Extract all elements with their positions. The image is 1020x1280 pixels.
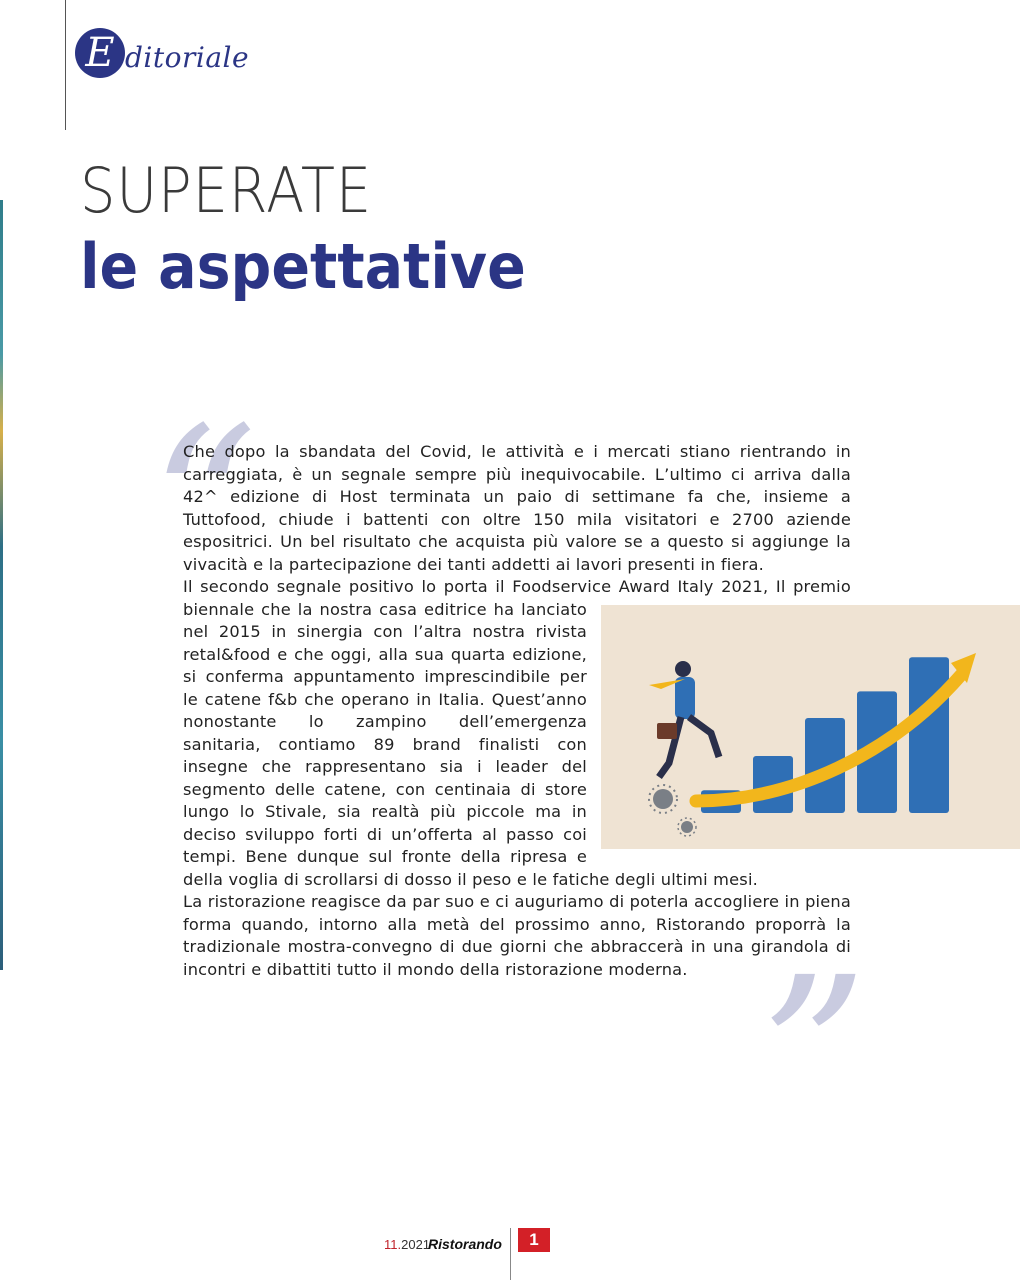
page-number: 1	[518, 1228, 550, 1252]
article-paragraph-1: Che dopo la sbandata del Covid, le attività e i mercati stiano rientrando in carreggiata, è un segnale sempre più inequivocabile. L’ultimo ci arriva dalla 42^ edizione di Host terminata un paio di settimane fa che, insieme a Tuttofood, chiude i battenti con oltre 150 mila visitatori e 2700 aziende espositrici. Un bel risultato che acquista più valore se a questo si aggiunge la vivacità e la partecipazione dei tanti addetti ai lavori presenti in fiera.	[183, 442, 851, 574]
business-growth-illustration	[601, 605, 1020, 849]
section-logo	[75, 28, 249, 78]
businessman-jacket	[675, 677, 695, 719]
growth-chart-graphic	[601, 605, 1020, 849]
open-quote-mark: “	[150, 382, 258, 627]
article-paragraph-3: La ristorazione reagisce da par suo e ci auguriamo di poterla accogliere in piena forma quando, intorno alla metà del prossimo anno, Ristorando proporrà la tradizionale mostra-convegno di due giorni che abbraccerà in una girandola di incontri e dibattiti tutto il mondo della ristorazione moderna.	[183, 892, 851, 979]
footer-divider	[510, 1228, 511, 1280]
magazine-brand: Ristorando	[428, 1236, 502, 1252]
page-edge-strip	[0, 200, 3, 970]
close-quote-mark: ”	[760, 932, 868, 1177]
issue-year: 2021	[401, 1237, 431, 1252]
logo-initial-badge: E	[75, 28, 125, 78]
illustration-bar	[909, 657, 949, 813]
article-paragraph-2	[183, 576, 851, 891]
issue-month: 11.	[384, 1237, 402, 1252]
article-body	[183, 441, 851, 981]
article-paragraph-2-lead: Il secondo segnale positivo lo porta il Foodservice Award Italy 2021, Il	[183, 577, 786, 596]
title-line-2: le aspettative	[80, 230, 526, 303]
logo-word: ditoriale	[125, 41, 250, 74]
issue-number	[384, 1237, 430, 1252]
article-paragraph-2-rest: premio biennale che la nostra casa editrice ha lanciato nel 2015 in sinergia con l’altra nostra rivista retal&food e che oggi, alla sua quarta edizione, si conferma appuntamento imprescindibile per le catene f&b che operano in Italia. Quest’anno nonostante lo zampino dell’emergenza sanitaria, contiamo 89 brand finalisti con insegne che rappresentano sia i leader del segmento delle catene, con centinaia di store lungo lo Stivale, sia realtà più piccole ma in deciso sviluppo forti di un’offerta al passo coi tempi. Bene dunque sul fronte della ripresa e della voglia di scrollarsi di dosso il peso e le fatiche degli ultimi mesi.	[183, 577, 851, 889]
briefcase	[657, 723, 677, 739]
businessman-head	[675, 661, 691, 677]
left-vertical-rule	[65, 0, 66, 130]
title-line-1: SUPERATE	[80, 154, 373, 227]
